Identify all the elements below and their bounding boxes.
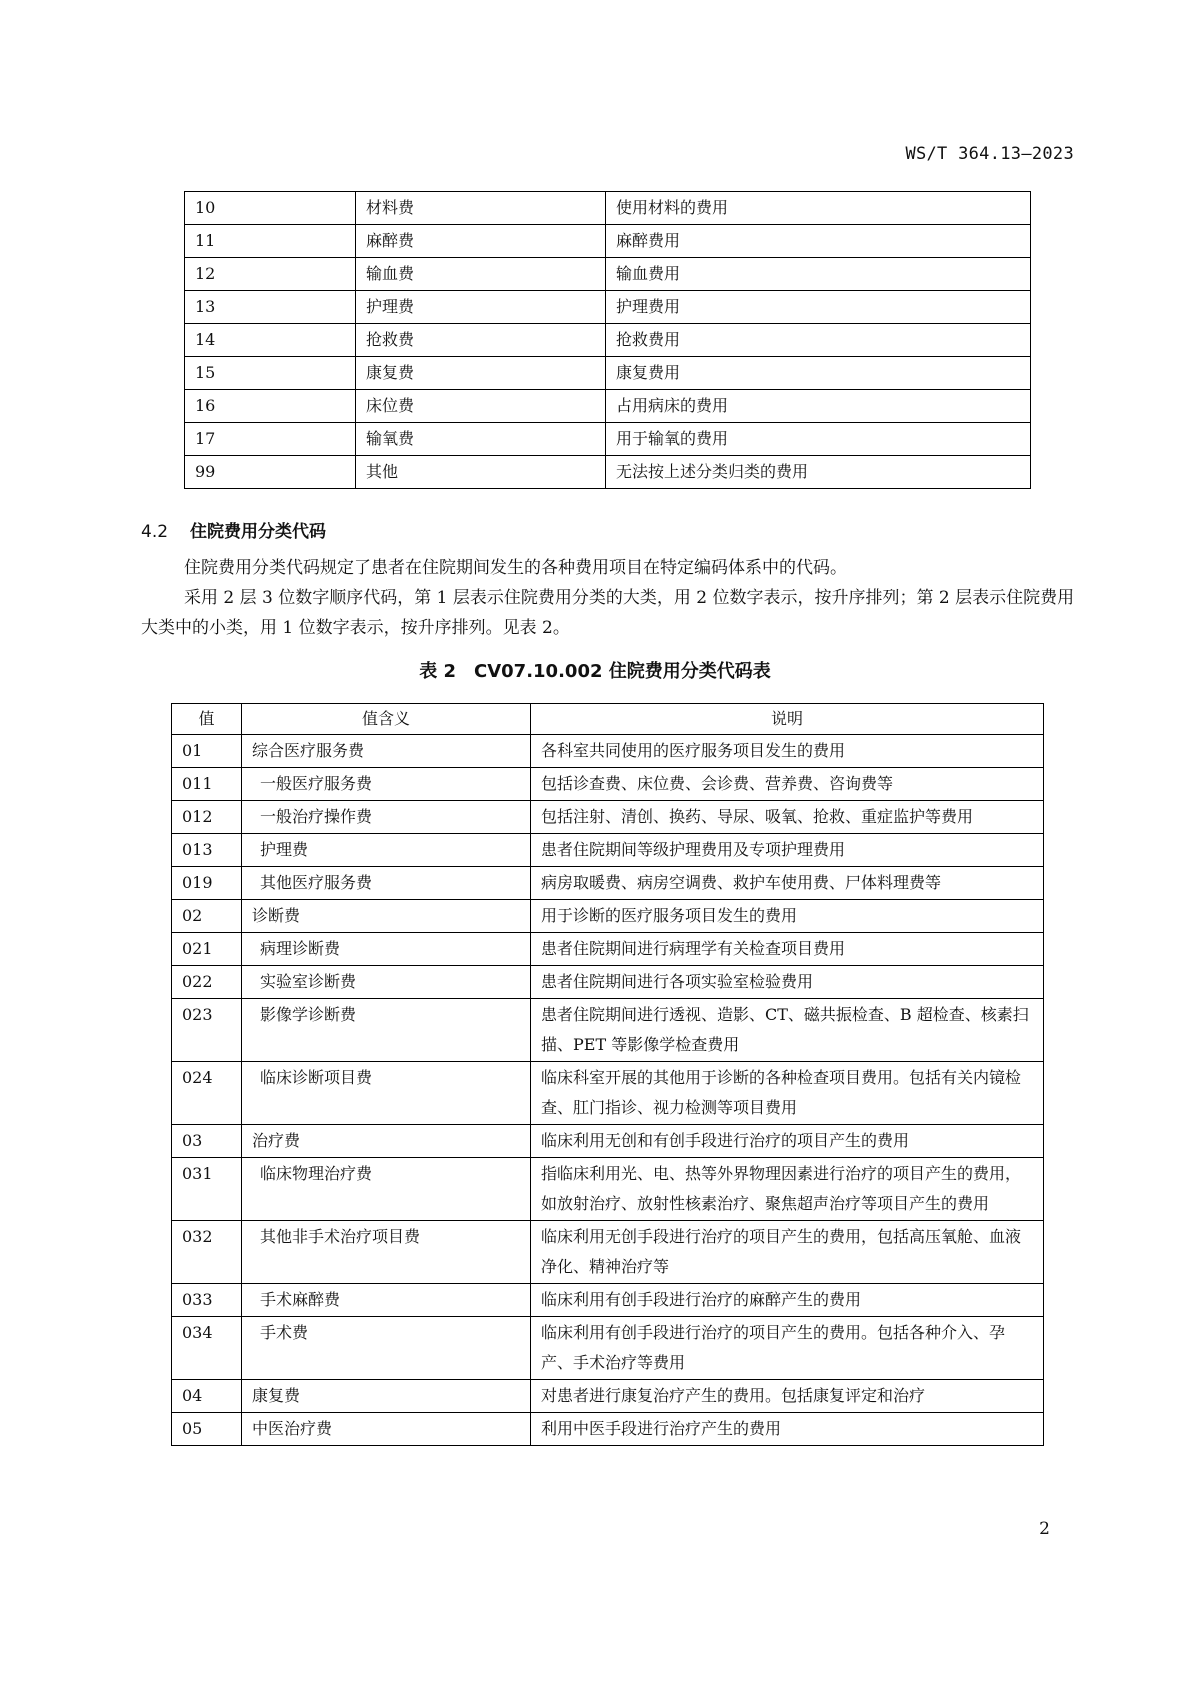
table-row [185,456,1031,489]
cell-code: 14 [185,324,356,357]
section-heading [141,517,326,542]
cell-description: 临床利用无创和有创手段进行治疗的项目产生的费用 [531,1125,1044,1158]
cell-meaning: 护理费 [242,834,531,867]
section-title: 住院费用分类代码 [190,522,327,542]
page-number: 2 [1039,1519,1050,1539]
cell-code: 032 [172,1221,242,1284]
cell-category: 康复费 [356,357,606,390]
cell-code: 019 [172,867,242,900]
table-row [185,390,1031,423]
cell-meaning: 手术麻醉费 [242,1284,531,1317]
cell-code: 01 [172,735,242,768]
cell-meaning: 手术费 [242,1317,531,1380]
cell-description: 临床科室开展的其他用于诊断的各种检查项目费用。包括有关内镜检查、肛门指诊、视力检测等项目费用 [531,1062,1044,1125]
table-row [185,423,1031,456]
cell-category: 床位费 [356,390,606,423]
cell-description: 包括诊查费、床位费、会诊费、营养费、咨询费等 [531,768,1044,801]
table-row [172,999,1044,1062]
cell-code: 034 [172,1317,242,1380]
cell-code: 022 [172,966,242,999]
header-meaning: 值含义 [242,704,531,735]
cell-meaning: 治疗费 [242,1125,531,1158]
cell-meaning: 诊断费 [242,900,531,933]
cell-meaning: 综合医疗服务费 [242,735,531,768]
cell-meaning: 实验室诊断费 [242,966,531,999]
table-row [172,1221,1044,1284]
table-row [185,192,1031,225]
table-row [172,933,1044,966]
cell-meaning: 其他非手术治疗项目费 [242,1221,531,1284]
cell-description: 患者住院期间进行各项实验室检验费用 [531,966,1044,999]
cell-description: 病房取暖费、病房空调费、救护车使用费、尸体料理费等 [531,867,1044,900]
cell-code: 04 [172,1380,242,1413]
cell-category: 护理费 [356,291,606,324]
cell-code: 011 [172,768,242,801]
table-row [172,1317,1044,1380]
cell-category: 抢救费 [356,324,606,357]
cell-code: 024 [172,1062,242,1125]
cell-description: 利用中医手段进行治疗产生的费用 [531,1413,1044,1446]
cell-description: 各科室共同使用的医疗服务项目发生的费用 [531,735,1044,768]
cell-description: 抢救费用 [606,324,1031,357]
table-row [172,1284,1044,1317]
header-description: 说明 [531,704,1044,735]
table-row [185,357,1031,390]
table-row [172,768,1044,801]
cell-description: 指临床利用光、电、热等外界物理因素进行治疗的项目产生的费用，如放射治疗、放射性核素治疗、聚焦超声治疗等项目产生的费用 [531,1158,1044,1221]
cell-description: 患者住院期间进行病理学有关检查项目费用 [531,933,1044,966]
cell-description: 临床利用有创手段进行治疗的麻醉产生的费用 [531,1284,1044,1317]
cell-description: 康复费用 [606,357,1031,390]
cell-description: 对患者进行康复治疗产生的费用。包括康复评定和治疗 [531,1380,1044,1413]
cell-code: 05 [172,1413,242,1446]
table-row [185,324,1031,357]
cell-code: 031 [172,1158,242,1221]
cell-code: 17 [185,423,356,456]
section-number: 4.2 [141,522,169,542]
cell-meaning: 一般治疗操作费 [242,801,531,834]
table-row [172,1380,1044,1413]
cell-description: 用于诊断的医疗服务项目发生的费用 [531,900,1044,933]
document-code: WS/T 364.13—2023 [905,144,1074,164]
table-row [185,225,1031,258]
table-row [185,291,1031,324]
cell-code: 012 [172,801,242,834]
table-row [172,801,1044,834]
inpatient-fee-code-table [171,703,1044,1446]
table-row [172,1125,1044,1158]
cell-category: 输氧费 [356,423,606,456]
table-row [172,735,1044,768]
cell-meaning: 中医治疗费 [242,1413,531,1446]
table-row [185,258,1031,291]
fee-category-table-continued [184,191,1031,489]
cell-code: 021 [172,933,242,966]
cell-meaning: 其他医疗服务费 [242,867,531,900]
cell-code: 15 [185,357,356,390]
cell-description: 麻醉费用 [606,225,1031,258]
cell-description: 护理费用 [606,291,1031,324]
cell-category: 麻醉费 [356,225,606,258]
cell-code: 12 [185,258,356,291]
table-caption: 表 2 CV07.10.002 住院费用分类代码表 [419,661,771,682]
cell-category: 材料费 [356,192,606,225]
cell-meaning: 临床诊断项目费 [242,1062,531,1125]
cell-code: 10 [185,192,356,225]
cell-description: 临床利用无创手段进行治疗的项目产生的费用，包括高压氧舱、血液净化、精神治疗等 [531,1221,1044,1284]
table-row [172,1413,1044,1446]
cell-code: 023 [172,999,242,1062]
table-row [172,867,1044,900]
cell-code: 13 [185,291,356,324]
cell-code: 02 [172,900,242,933]
cell-code: 013 [172,834,242,867]
cell-description: 使用材料的费用 [606,192,1031,225]
table-row [172,900,1044,933]
cell-code: 03 [172,1125,242,1158]
paragraph-coding-rule: 采用 2 层 3 位数字顺序代码，第 1 层表示住院费用分类的大类，用 2 位数字表示，按升序排列；第 2 层表示住院费用大类中的小类，用 1 位数字表示，按升序排列。见表 2。 [141,588,1075,638]
cell-description: 无法按上述分类归类的费用 [606,456,1031,489]
cell-code: 16 [185,390,356,423]
cell-description: 用于输氧的费用 [606,423,1031,456]
cell-meaning: 一般医疗服务费 [242,768,531,801]
cell-meaning: 影像学诊断费 [242,999,531,1062]
paragraph-definition: 住院费用分类代码规定了患者在住院期间发生的各种费用项目在特定编码体系中的代码。 [184,558,847,578]
cell-meaning: 康复费 [242,1380,531,1413]
cell-description: 输血费用 [606,258,1031,291]
table-row [172,834,1044,867]
cell-meaning: 病理诊断费 [242,933,531,966]
cell-category: 其他 [356,456,606,489]
cell-description: 包括注射、清创、换药、导尿、吸氧、抢救、重症监护等费用 [531,801,1044,834]
cell-description: 临床利用有创手段进行治疗的项目产生的费用。包括各种介入、孕产、手术治疗等费用 [531,1317,1044,1380]
header-value: 值 [172,704,242,735]
cell-description: 患者住院期间等级护理费用及专项护理费用 [531,834,1044,867]
cell-description: 患者住院期间进行透视、造影、CT、磁共振检查、B 超检查、核素扫描、PET 等影像学检查费用 [531,999,1044,1062]
cell-code: 11 [185,225,356,258]
table-row [172,966,1044,999]
cell-description: 占用病床的费用 [606,390,1031,423]
cell-code: 033 [172,1284,242,1317]
table-row [172,1062,1044,1125]
cell-code: 99 [185,456,356,489]
table-row [172,1158,1044,1221]
cell-meaning: 临床物理治疗费 [242,1158,531,1221]
cell-category: 输血费 [356,258,606,291]
table-header-row [172,704,1044,735]
